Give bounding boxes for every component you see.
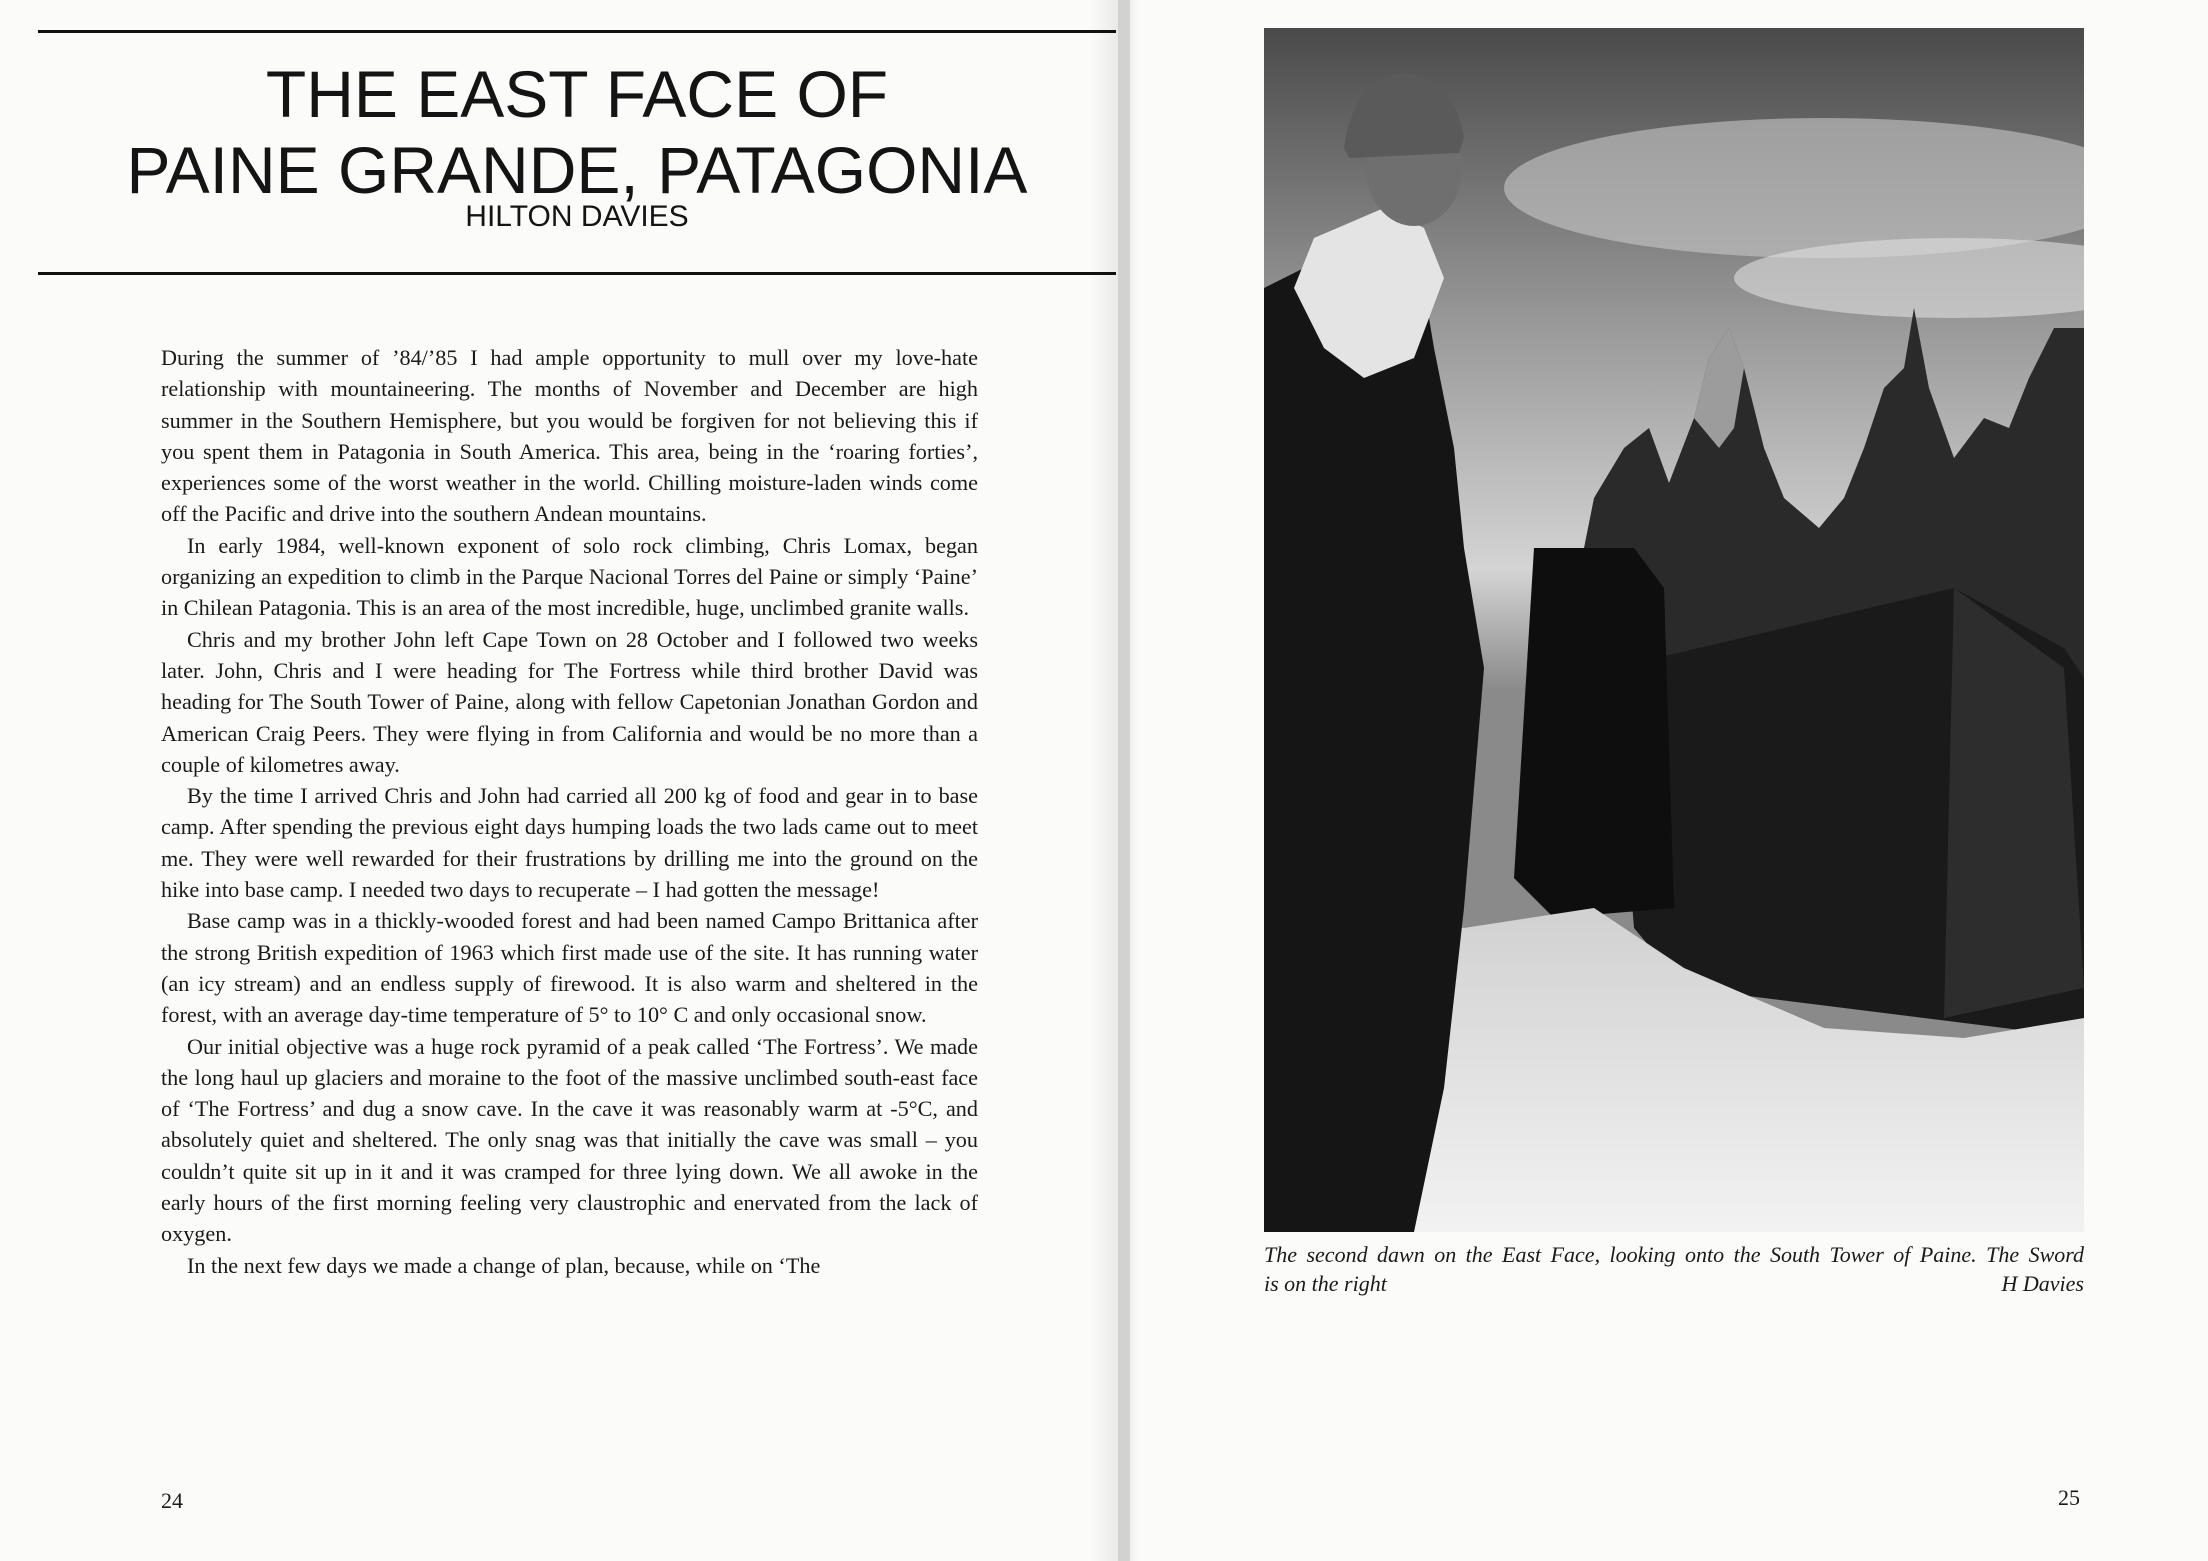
page-number-left: 24 [161, 1488, 183, 1513]
photo-illustration [1264, 28, 2084, 1232]
title-line-2: PAINE GRANDE, PATAGONIA [126, 133, 1028, 207]
paragraph-1: During the summer of ’84/’85 I had ample opportunity to mull over my love-hate relationship with mountaineering. The months of November and December are high summer in the Southern Hemisphere, but you would be forgiven for not believing this if you spent them in Patagonia in South America. This area, being in the ‘roaring forties’, experiences some of the worst weather in the world. Chilling moisture-laden winds come off the Pacific and drive into the southern Andean mountains. [161, 345, 978, 527]
title-line-1: THE EAST FACE OF [265, 57, 889, 131]
photo-caption [1264, 1240, 2084, 1298]
climber-photo [1264, 28, 2084, 1232]
caption-line-1: The second dawn on the East Face, looking onto the South Tower of Paine. The Sword [1264, 1242, 2084, 1267]
header-rule-bottom [38, 272, 1116, 275]
paragraph-5: Base camp was in a thickly-wooded forest and had been named Campo Brittanica after the strong British expedition of 1963 which first made use of the site. It has running water (an icy stream) and an endless supply of firewood. It is also warm and sheltered in the forest, with an average day-time temperature of 5° to 10° C and only occasional snow. [161, 908, 978, 1028]
article-body [161, 342, 978, 1467]
article-title [38, 56, 1116, 208]
photo-credit: H Davies [2001, 1271, 2084, 1296]
paragraph-2: In early 1984, well-known exponent of solo rock climbing, Chris Lomax, began organizing an expedition to climb in the Parque Nacional Torres del Paine or simply ‘Paine’ in Chilean Patagonia. This is an area of the most incredible, huge, unclimbed granite walls. [161, 532, 978, 621]
paragraph-6: Our initial objective was a huge rock pyramid of a peak called ‘The Fortress’. We made the long haul up glaciers and moraine to the foot of the massive unclimbed south-east face of ‘The Fortress’ and dug a snow cave. In the cave it was reasonably warm at -5°C, and absolutely quiet and sheltered. The only snag was that initially the cave was small – you couldn’t quite sit up in it and it was cramped for three lying down. We all awoke in the early hours of the first morning feeling very claustrophic and enervated from the lack of oxygen. [161, 1033, 978, 1247]
book-gutter-shadow [1118, 0, 1140, 1561]
author-name: HILTON DAVIES [465, 200, 689, 233]
paragraph-3: Chris and my brother John left Cape Town on 28 October and I followed two weeks later. John, Chris and I were heading for The Fortress while third brother David was heading for The South Tower of Paine, along with fellow Capetonian Jonathan Gordon and American Craig Peers. They were flying in from California and would be no more than a couple of kilometres away. [161, 626, 978, 777]
paragraph-4: By the time I arrived Chris and John had carried all 200 kg of food and gear in to base camp. After spending the previous eight days humping loads the two lads came out to meet me. They were well rewarded for their frustrations by drilling me into the ground on the hike into base camp. I needed two days to recuperate – I had gotten the message! [161, 783, 978, 903]
caption-line-2: is on the right [1264, 1271, 1387, 1296]
paragraph-7: In the next few days we made a change of plan, because, while on ‘The [187, 1252, 821, 1278]
caption-line-2-row [1264, 1269, 2084, 1298]
header-rule-top [38, 30, 1116, 33]
page-number-right: 25 [2058, 1485, 2080, 1510]
